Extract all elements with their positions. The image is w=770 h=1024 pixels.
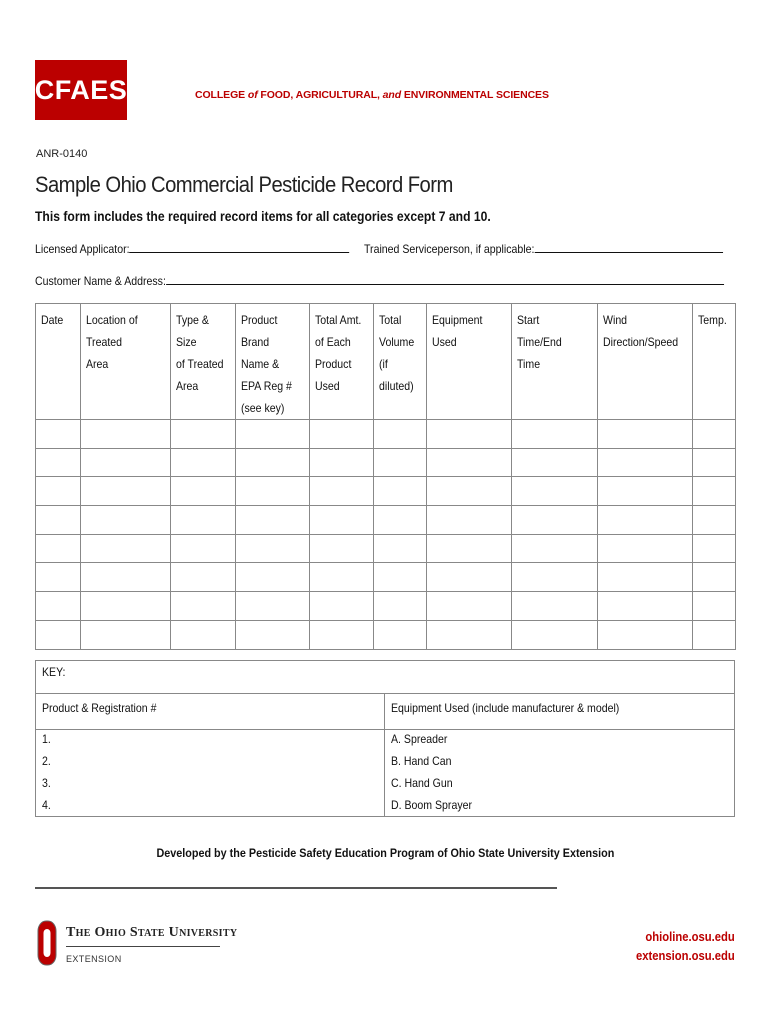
table-cell[interactable]: [170, 592, 236, 621]
product-item[interactable]: 4.: [42, 798, 51, 812]
table-cell[interactable]: [36, 506, 81, 535]
table-cell[interactable]: [80, 592, 170, 621]
table-cell[interactable]: [309, 477, 373, 506]
table-cell[interactable]: [170, 534, 236, 563]
table-cell[interactable]: [36, 420, 81, 449]
table-row: [36, 506, 736, 535]
table-cell[interactable]: [309, 534, 373, 563]
table-cell[interactable]: [170, 506, 236, 535]
college-name-part: ENVIRONMENTAL SCIENCES: [401, 89, 549, 101]
table-cell[interactable]: [597, 506, 692, 535]
table-row: [36, 420, 736, 449]
table-cell[interactable]: [373, 592, 427, 621]
equipment-item: B. Hand Can: [391, 754, 452, 768]
column-header: Wind Direction/Speed: [597, 304, 692, 420]
footer-divider: [35, 887, 557, 889]
table-cell[interactable]: [373, 534, 427, 563]
table-cell[interactable]: [170, 448, 236, 477]
key-header-row: [36, 693, 734, 730]
licensed-applicator-field[interactable]: [35, 241, 350, 256]
osu-extension-label: EXTENSION: [66, 954, 122, 964]
table-row: [36, 620, 736, 649]
trained-serviceperson-field[interactable]: [364, 241, 723, 256]
table-cell[interactable]: [373, 448, 427, 477]
table-cell[interactable]: [80, 506, 170, 535]
extension-link[interactable]: extension.osu.edu: [636, 949, 735, 963]
column-header: Equipment Used: [427, 304, 512, 420]
table-cell[interactable]: [80, 420, 170, 449]
column-header: Location of Treated Area: [80, 304, 170, 420]
table-row: [36, 448, 736, 477]
table-cell[interactable]: [693, 592, 736, 621]
college-name-part: of: [247, 89, 258, 101]
licensed-applicator-label: Licensed Applicator:: [35, 242, 130, 256]
college-name-part: FOOD, AGRICULTURAL,: [257, 89, 383, 101]
osu-wordmark-rule: [66, 946, 220, 947]
college-name-part: and: [382, 89, 402, 101]
table-cell[interactable]: [80, 620, 170, 649]
table-cell[interactable]: [693, 620, 736, 649]
customer-label: Customer Name & Address:: [35, 274, 166, 288]
table-cell[interactable]: [236, 620, 310, 649]
table-cell[interactable]: [309, 448, 373, 477]
page-title: Sample Ohio Commercial Pesticide Record Form: [35, 172, 453, 197]
table-cell[interactable]: [373, 506, 427, 535]
table-cell[interactable]: [512, 563, 598, 592]
form-subtitle: This form includes the required record items for all categories except 7 and 10.: [35, 209, 491, 224]
table-cell[interactable]: [427, 620, 512, 649]
equipment-header: Equipment Used (include manufacturer & model): [391, 701, 620, 715]
column-header: Type & Size of Treated Area: [170, 304, 236, 420]
table-cell[interactable]: [309, 592, 373, 621]
table-cell[interactable]: [512, 592, 598, 621]
table-cell[interactable]: [236, 534, 310, 563]
product-item[interactable]: 1.: [42, 732, 51, 746]
column-header: Total Volume (if diluted): [373, 304, 427, 420]
table-cell[interactable]: [512, 506, 598, 535]
record-table: [35, 303, 736, 650]
college-name-part: COLLEGE: [195, 89, 248, 101]
table-row: [36, 563, 736, 592]
table-row: [36, 477, 736, 506]
column-header: Temp.: [693, 304, 736, 420]
table-cell[interactable]: [693, 420, 736, 449]
table-row: [36, 534, 736, 563]
product-item[interactable]: 2.: [42, 754, 51, 768]
osu-block-o-icon: [37, 920, 57, 966]
table-cell[interactable]: [427, 477, 512, 506]
table-cell[interactable]: [512, 477, 598, 506]
table-cell[interactable]: [373, 563, 427, 592]
table-cell[interactable]: [427, 534, 512, 563]
table-cell[interactable]: [236, 448, 310, 477]
table-cell[interactable]: [236, 592, 310, 621]
table-cell[interactable]: [170, 477, 236, 506]
table-cell[interactable]: [80, 534, 170, 563]
table-cell[interactable]: [373, 420, 427, 449]
key-title-row: [36, 661, 734, 694]
ohioline-link[interactable]: ohioline.osu.edu: [645, 930, 735, 944]
table-cell[interactable]: [309, 563, 373, 592]
table-cell[interactable]: [427, 448, 512, 477]
developed-by-text: Developed by the Pesticide Safety Education Program of Ohio State University Extension: [156, 846, 614, 860]
table-cell[interactable]: [597, 477, 692, 506]
customer-line[interactable]: [166, 273, 724, 285]
table-row: [36, 592, 736, 621]
table-cell[interactable]: [597, 620, 692, 649]
table-cell[interactable]: [693, 506, 736, 535]
table-cell[interactable]: [170, 420, 236, 449]
developed-by-note: [0, 846, 770, 860]
table-cell[interactable]: [597, 448, 692, 477]
table-cell[interactable]: [236, 563, 310, 592]
table-cell[interactable]: [427, 592, 512, 621]
table-cell[interactable]: [80, 448, 170, 477]
record-rows: [36, 420, 736, 650]
table-cell[interactable]: [427, 563, 512, 592]
table-cell[interactable]: [427, 506, 512, 535]
table-cell[interactable]: [36, 563, 81, 592]
table-cell[interactable]: [80, 563, 170, 592]
table-cell[interactable]: [309, 506, 373, 535]
table-cell[interactable]: [309, 420, 373, 449]
table-cell[interactable]: [512, 620, 598, 649]
table-cell[interactable]: [170, 620, 236, 649]
table-cell[interactable]: [236, 420, 310, 449]
trained-serviceperson-line[interactable]: [534, 241, 722, 253]
table-cell[interactable]: [36, 448, 81, 477]
table-cell[interactable]: [427, 420, 512, 449]
table-cell[interactable]: [373, 477, 427, 506]
key-title: KEY:: [42, 665, 66, 679]
product-item[interactable]: 3.: [42, 776, 51, 790]
table-cell[interactable]: [693, 448, 736, 477]
table-header-row: [36, 304, 736, 420]
column-header: Date: [36, 304, 81, 420]
customer-field[interactable]: [35, 273, 724, 288]
table-cell[interactable]: [236, 477, 310, 506]
table-cell[interactable]: [236, 506, 310, 535]
table-cell[interactable]: [80, 477, 170, 506]
table-cell[interactable]: [512, 420, 598, 449]
table-cell[interactable]: [693, 563, 736, 592]
table-cell[interactable]: [170, 563, 236, 592]
table-cell[interactable]: [597, 420, 692, 449]
key-box: [35, 660, 735, 817]
product-registration-header: Product & Registration #: [42, 701, 157, 715]
licensed-applicator-line[interactable]: [130, 241, 350, 253]
column-header: Product Brand Name & EPA Reg # (see key): [236, 304, 310, 420]
table-cell[interactable]: [597, 534, 692, 563]
table-cell[interactable]: [597, 592, 692, 621]
equipment-item: D. Boom Sprayer: [391, 798, 473, 812]
table-cell[interactable]: [693, 477, 736, 506]
column-header: Start Time/End Time: [512, 304, 598, 420]
table-cell[interactable]: [512, 448, 598, 477]
column-header: Total Amt. of Each Product Used: [309, 304, 373, 420]
cfaes-logo: CFAES: [35, 60, 127, 120]
table-cell[interactable]: [36, 592, 81, 621]
table-cell[interactable]: [373, 620, 427, 649]
table-cell[interactable]: [36, 534, 81, 563]
table-cell[interactable]: [597, 563, 692, 592]
college-name: [195, 89, 549, 101]
osu-wordmark: The Ohio State University: [66, 925, 238, 940]
table-cell[interactable]: [36, 477, 81, 506]
table-cell[interactable]: [36, 620, 81, 649]
equipment-item: C. Hand Gun: [391, 776, 453, 790]
form-number: ANR-0140: [36, 148, 88, 160]
equipment-item: A. Spreader: [391, 732, 448, 746]
table-cell[interactable]: [512, 534, 598, 563]
table-cell[interactable]: [693, 534, 736, 563]
trained-serviceperson-label: Trained Serviceperson, if applicable:: [364, 242, 535, 256]
key-divider: [384, 693, 385, 816]
table-cell[interactable]: [309, 620, 373, 649]
footer-links: [625, 928, 735, 966]
